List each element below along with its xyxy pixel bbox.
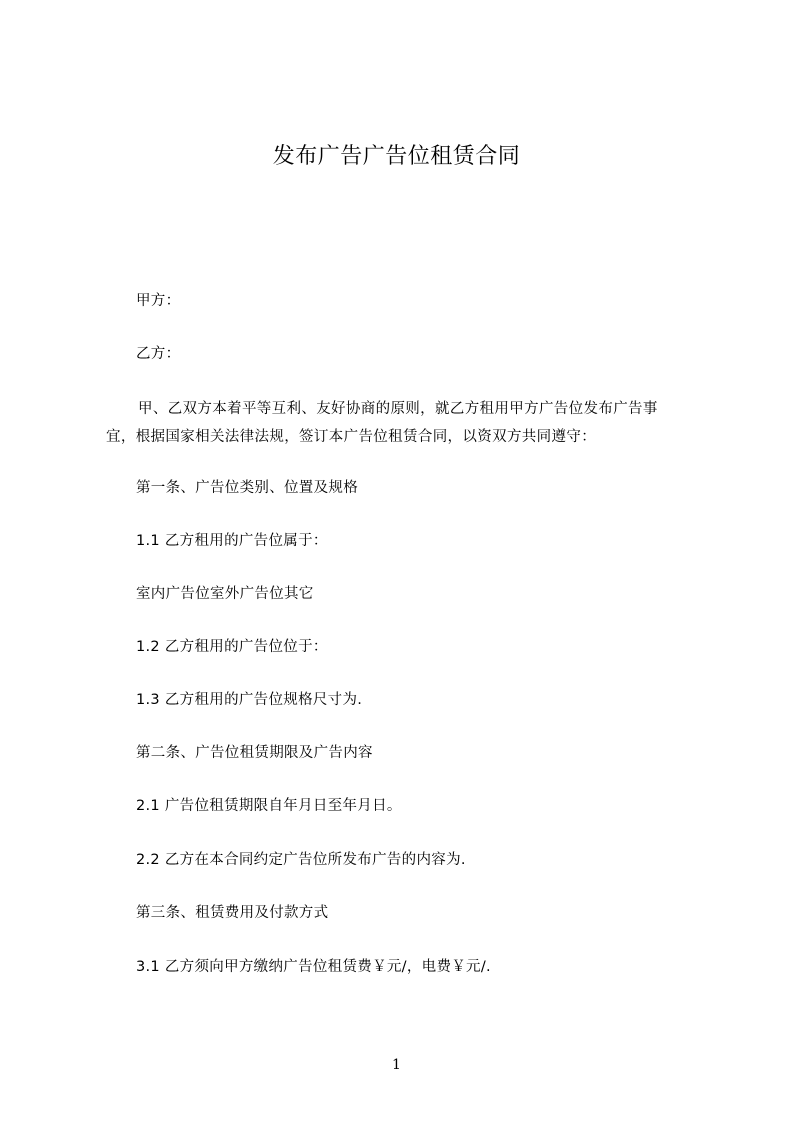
article-1-heading: 第一条、广告位类别、位置及规格 — [136, 480, 358, 496]
article-2-heading: 第二条、广告位租赁期限及广告内容 — [136, 745, 373, 761]
clause-1-3: 1.3 乙方租用的广告位规格尺寸为. — [136, 692, 363, 708]
party-a-label: 甲方： — [136, 293, 181, 309]
page-number: 1 — [392, 1057, 401, 1073]
intro-line-2: 宜，根据国家相关法律法规，签订本广告位租赁合同，以资双方共同遵守： — [106, 429, 597, 445]
clause-1-1-options: 室内广告位室外广告位其它 — [136, 586, 314, 602]
article-3-heading: 第三条、租赁费用及付款方式 — [136, 905, 329, 921]
clause-2-1: 2.1 广告位租赁期限自年月日至年月日。 — [136, 798, 402, 814]
document-title: 发布广告广告位租赁合同 — [272, 144, 521, 169]
intro-line-1: 甲、乙双方本着平等互利、友好协商的原则，就乙方租用甲方广告位发布广告事 — [138, 401, 658, 417]
clause-1-1: 1.1 乙方租用的广告位属于： — [136, 533, 328, 549]
clause-3-1: 3.1 乙方须向甲方缴纳广告位租赁费￥元/，电费￥元/. — [136, 959, 491, 975]
party-b-label: 乙方： — [136, 346, 181, 362]
clause-1-2: 1.2 乙方租用的广告位位于： — [136, 639, 328, 655]
intro-paragraph — [106, 395, 690, 451]
clause-2-2: 2.2 乙方在本合同约定广告位所发布广告的内容为. — [136, 852, 466, 868]
